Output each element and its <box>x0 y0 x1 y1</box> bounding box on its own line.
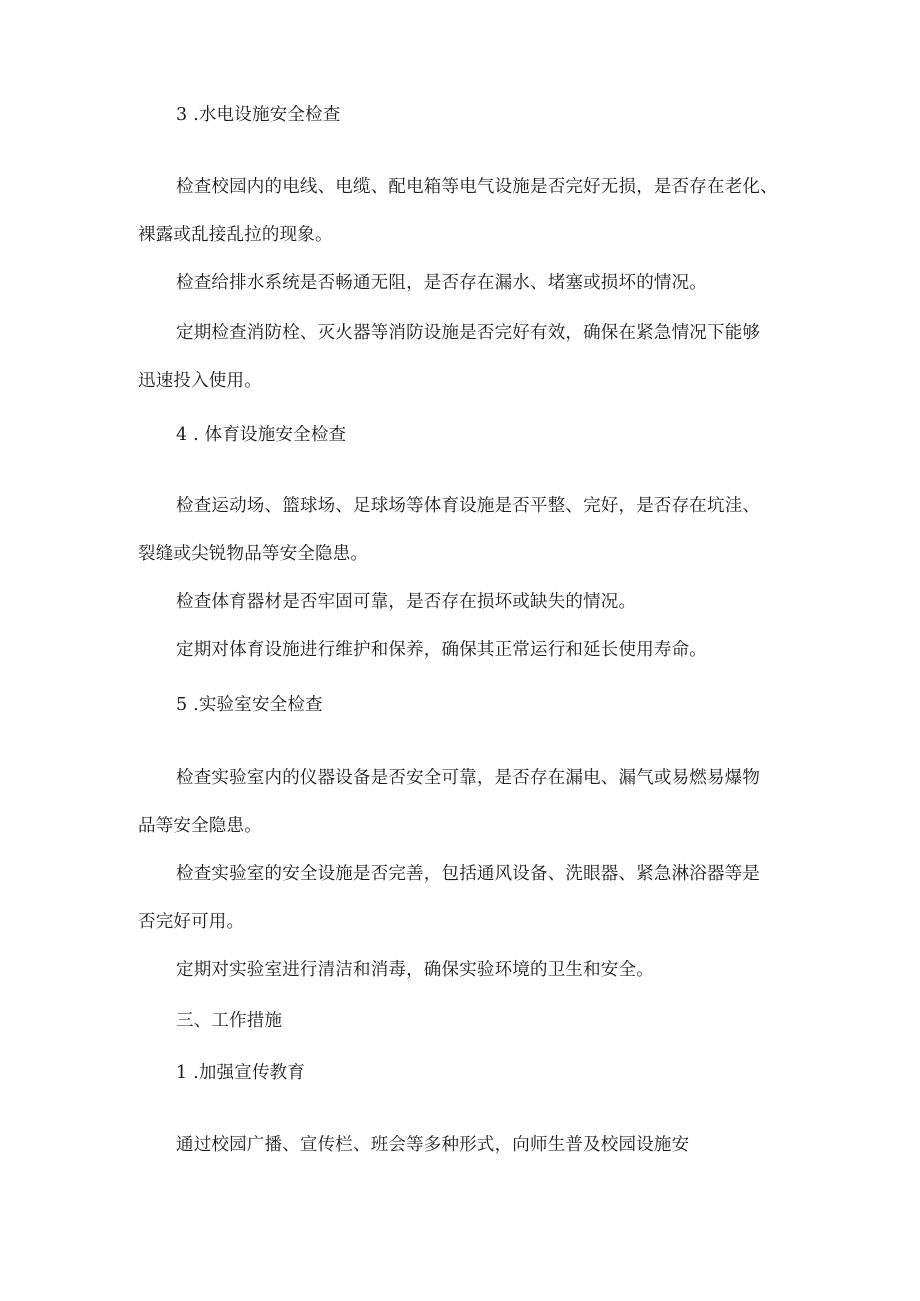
paragraph-line: 检查给排水系统是否畅通无阻，是否存在漏水、堵塞或损坏的情况。 <box>176 273 707 293</box>
paragraph-line: 裂缝或尖锐物品等安全隐患。 <box>138 544 369 564</box>
paragraph-line: 定期对实验室进行清洁和消毒，确保实验环境的卫生和安全。 <box>176 960 654 980</box>
paragraph-line: 检查实验室内的仪器设备是否安全可靠，是否存在漏电、漏气或易燃易爆物 <box>176 768 761 788</box>
paragraph-line: 迅速投入使用。 <box>138 371 262 391</box>
paragraph-line: 定期检查消防栓、灭火器等消防设施是否完好有效，确保在紧急情况下能够 <box>176 323 761 343</box>
paragraph-line: 检查校园内的电线、电缆、配电箱等电气设施是否完好无损，是否存在老化、 <box>176 177 778 197</box>
paragraph-line: 品等安全隐患。 <box>138 816 262 836</box>
paragraph-line: 定期对体育设施进行维护和保养，确保其正常运行和延长使用寿命。 <box>176 640 707 660</box>
paragraph-line: 裸露或乱接乱拉的现象。 <box>138 225 333 245</box>
paragraph-line: 否完好可用。 <box>138 912 245 932</box>
paragraph-line: 检查实验室的安全设施是否完善，包括通风设备、洗眼器、紧急淋浴器等是 <box>176 864 761 884</box>
sub-heading-1: 1 .加强宣传教育 <box>176 1063 306 1083</box>
section-heading-3: 3 .水电设施安全检查 <box>176 105 341 125</box>
paragraph-line: 检查运动场、篮球场、足球场等体育设施是否平整、完好，是否存在坑洼、 <box>176 496 761 516</box>
paragraph-line: 通过校园广播、宣传栏、班会等多种形式，向师生普及校园设施安 <box>176 1135 690 1155</box>
paragraph-line: 检查体育器材是否牢固可靠，是否存在损坏或缺失的情况。 <box>176 592 637 612</box>
section-heading-5: 5 .实验室安全检查 <box>176 695 323 715</box>
section-heading-4: 4 . 体育设施安全检查 <box>176 425 347 445</box>
part-heading: 三、工作措施 <box>176 1011 283 1031</box>
